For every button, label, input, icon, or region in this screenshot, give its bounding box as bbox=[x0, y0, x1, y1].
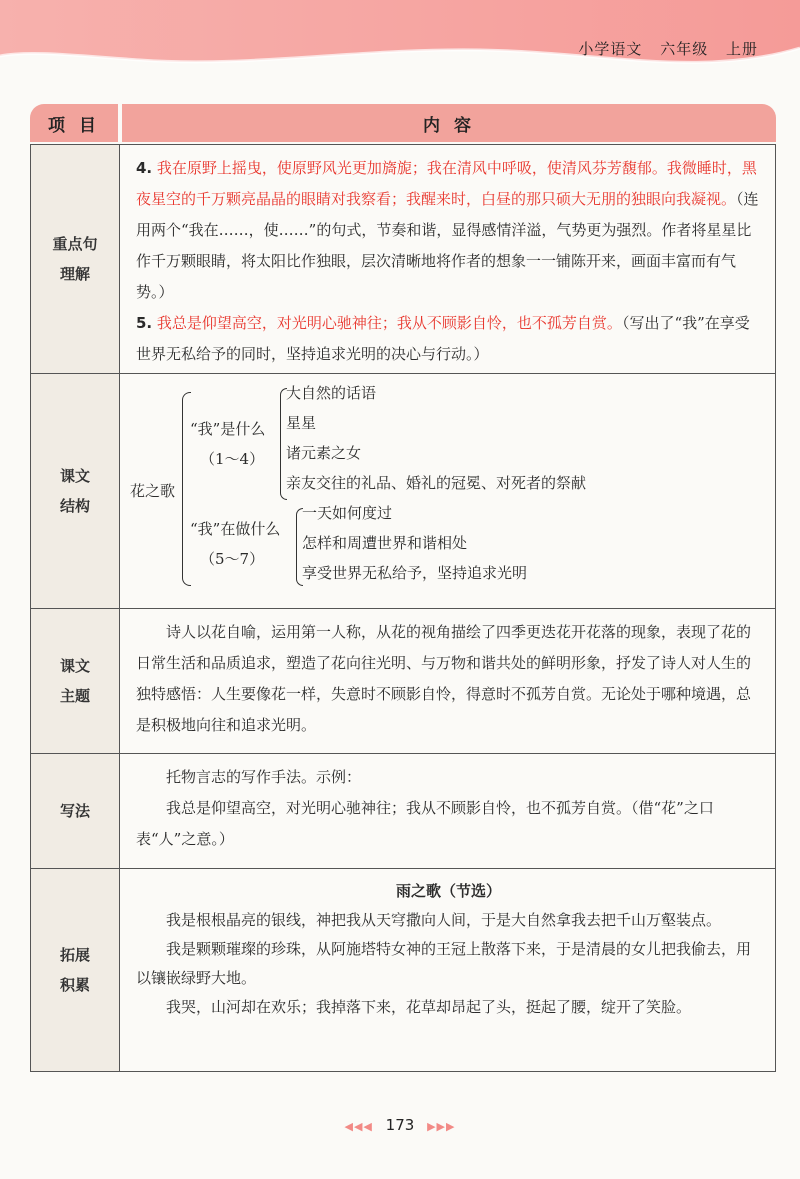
row-label-key-sentences: 重点句 理解 bbox=[31, 145, 120, 373]
structure-leaf: 大自然的话语 bbox=[286, 384, 377, 402]
table-row-writing bbox=[31, 753, 775, 868]
row-content-structure bbox=[120, 374, 775, 608]
sentence-note-4: （连用两个“我在……，使……”的句式，节奏和谐，显得感情洋溢，气势更为强烈。作者将星星比作千万颗眼睛，将太阳比作独眼，层次清晰地将作者的想象一一铺陈开来，画面丰富而有气势。） bbox=[136, 190, 759, 301]
sentence-item-4: 4. 我在原野上摇曳，使原野风光更加旖旎；我在清风中呼吸，使清风芬芳馥郁。我微睡时，黑夜星空的千万颗亮晶晶的眼睛对我察看；我醒来时，白昼的那只硕大无朋的独眼向我凝视。（连用两个“我在……，使……”的句式，节奏和谐，显得感情洋溢，气势更为强烈。作者将星星比作千万颗眼睛，将太阳比作独眼，层次清晰地将作者的想象一一铺陈开来，画面丰富而有气势。） bbox=[136, 159, 759, 301]
right-arrows-icon: ▶▶▶ bbox=[427, 1120, 456, 1133]
structure-root: 花之歌 bbox=[130, 482, 176, 500]
sentence-item-5: 5. 我总是仰望高空，对光明心驰神往；我从不顾影自怜，也不孤芳自赏。（写出了“我”在享受世界无私给予的同时，坚持追求光明的决心与行动。） bbox=[136, 314, 750, 363]
table-row-theme bbox=[31, 608, 775, 753]
structure-leaf: 怎样和周遭世界和谐相处 bbox=[302, 534, 468, 552]
sentence-quote-5: 我总是仰望高空，对光明心驰神往；我从不顾影自怜，也不孤芳自赏。 bbox=[156, 314, 622, 332]
extension-title: 雨之歌（节选） bbox=[395, 882, 501, 900]
structure-leaf: 星星 bbox=[286, 414, 317, 432]
table-row-extension bbox=[31, 868, 775, 1071]
extension-paragraph: 我哭，山河却在欢乐；我掉落下来，花草却昂起了头，挺起了腰，绽开了笑脸。 bbox=[166, 998, 692, 1016]
table-row-key-sentences bbox=[31, 144, 775, 373]
table-row-structure bbox=[31, 373, 775, 608]
header-grade: 六年级 bbox=[660, 40, 709, 58]
row-label-structure: 课文 结构 bbox=[31, 374, 120, 608]
structure-leaf: 一天如何度过 bbox=[302, 504, 393, 522]
page-footer bbox=[0, 1116, 800, 1134]
row-content-key-sentences bbox=[120, 145, 775, 373]
extension-paragraph: 我是根根晶亮的银线，神把我从天穹撒向人间，于是大自然拿我去把千山万壑装点。 bbox=[166, 911, 722, 929]
extension-paragraph: 我是颗颗璀璨的珍珠，从阿施塔特女神的王冠上散落下来，于是清晨的女儿把我偷去，用以镶嵌绿野大地。 bbox=[136, 940, 752, 987]
row-content-extension bbox=[120, 869, 775, 1071]
writing-line: 托物言志的写作手法。示例： bbox=[166, 768, 362, 786]
table-body bbox=[30, 144, 776, 1072]
theme-text: 诗人以花自喻，运用第一人称，从花的视角描绘了四季更迭花开花落的现象，表现了花的日常生活和品质追求，塑造了花向往光明、与万物和谐共处的鲜明形象，抒发了诗人对人生的独特感悟：人生要像花一样，失意时不顾影自怜，得意时不孤芳自赏。无论处于哪种境遇，总是积极地向往和追求光明。 bbox=[136, 623, 752, 734]
lesson-table bbox=[30, 104, 776, 1070]
sentence-note-5: （写出了“我”在享受世界无私给予的同时，坚持追求光明的决心与行动。） bbox=[136, 314, 750, 363]
book-header bbox=[566, 38, 758, 59]
row-content-writing bbox=[120, 754, 775, 868]
column-header-item: 项 目 bbox=[30, 104, 118, 142]
row-label-extension: 拓展 积累 bbox=[31, 869, 120, 1071]
structure-leaf: 享受世界无私给予，坚持追求光明 bbox=[302, 564, 528, 582]
writing-example: 我总是仰望高空，对光明心驰神往；我从不顾影自怜，也不孤芳自赏。（借“花”之口表“人”之意。） bbox=[136, 799, 714, 848]
structure-branch-2: “我”在做什么 bbox=[190, 520, 281, 538]
structure-leaf: 诸元素之女 bbox=[286, 444, 362, 462]
structure-branch-1-range: （1～4） bbox=[200, 450, 265, 468]
structure-leaf: 亲友交往的礼品、婚礼的冠冕、对死者的祭献 bbox=[286, 474, 587, 492]
header-volume: 上册 bbox=[725, 40, 758, 58]
page-number: 173 bbox=[385, 1116, 415, 1134]
sentence-quote-4: 我在原野上摇曳，使原野风光更加旖旎；我在清风中呼吸，使清风芬芳馥郁。我微睡时，黑夜星空的千万颗亮晶晶的眼睛对我察看；我醒来时，白昼的那只硕大无朋的独眼向我凝视。 bbox=[136, 159, 757, 208]
structure-branch-1: “我”是什么 bbox=[190, 420, 266, 438]
structure-diagram bbox=[130, 380, 765, 598]
row-label-theme: 课文 主题 bbox=[31, 609, 120, 753]
column-header-content: 内 容 bbox=[122, 104, 776, 142]
header-subject: 小学语文 bbox=[578, 40, 643, 58]
left-arrows-icon: ◀◀◀ bbox=[344, 1120, 373, 1133]
row-label-writing: 写法 bbox=[31, 754, 120, 868]
structure-branch-2-range: （5～7） bbox=[200, 550, 265, 568]
